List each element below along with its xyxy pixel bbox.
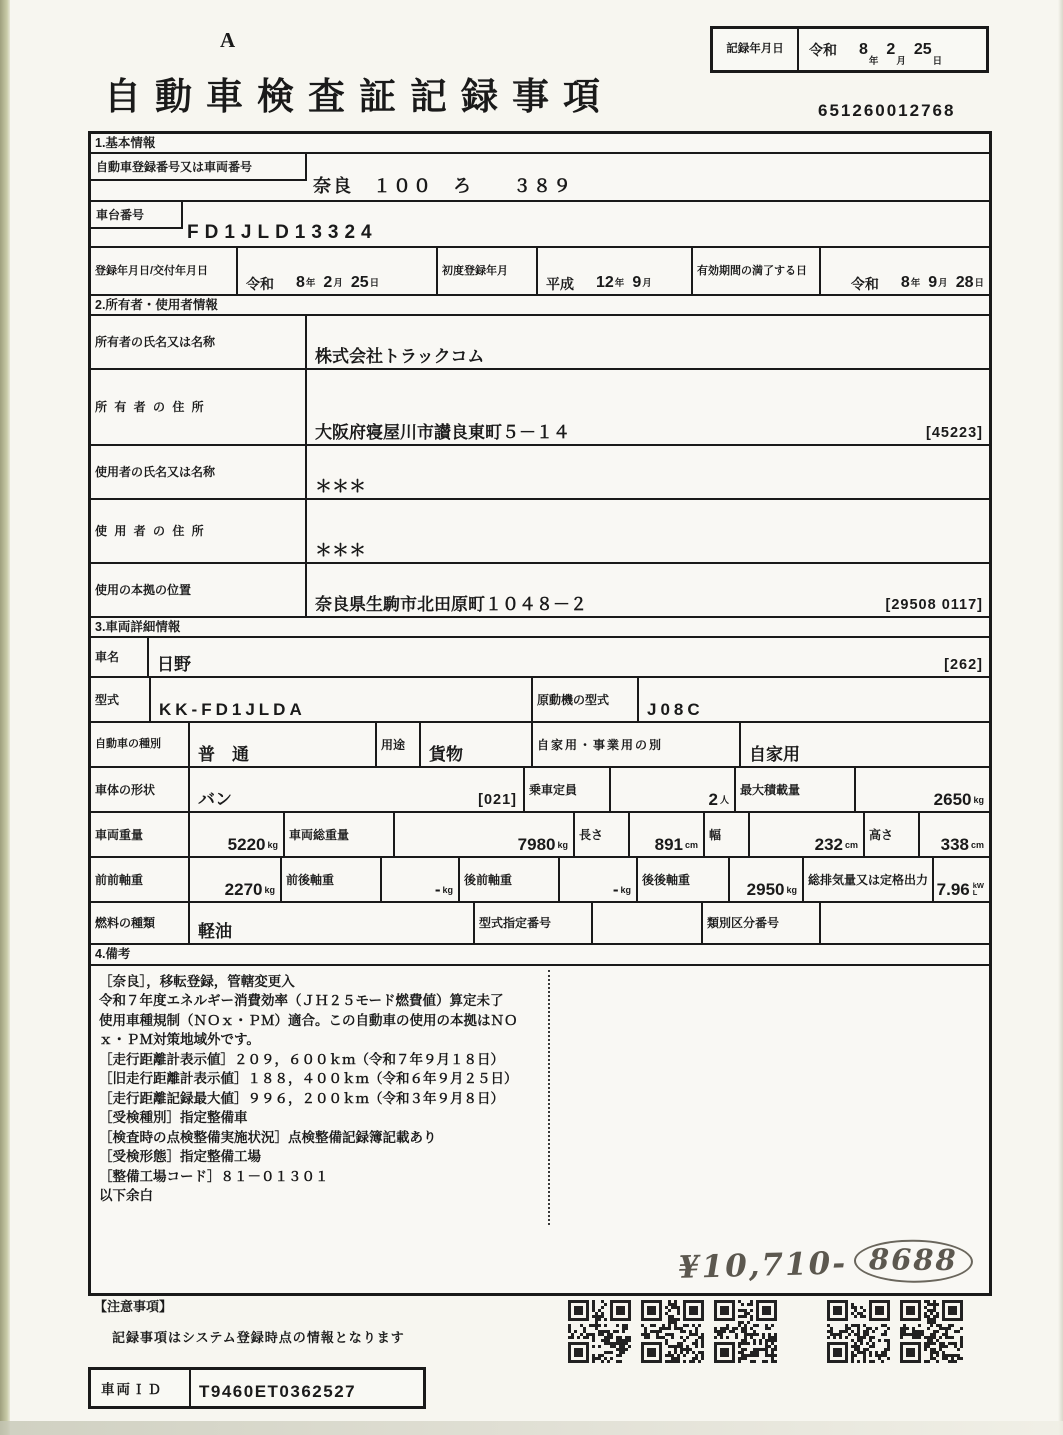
scan-edge-left xyxy=(0,0,10,1435)
category-row xyxy=(91,721,989,766)
owner-address-value: 大阪府寝屋川市讃良東町５－１４ [45223] xyxy=(305,370,989,444)
base-location-label: 使用の本拠の位置 xyxy=(95,583,192,598)
notice-heading: 【注意事項】 xyxy=(94,1299,173,1314)
registration-date-value: 令和 8 年 2 月 25 日 xyxy=(236,248,436,294)
weights-dimensions-row xyxy=(91,811,989,856)
category-value: 普 通 xyxy=(188,723,375,766)
seating-capacity-value: 2 人 xyxy=(609,768,734,811)
width-label: 幅 xyxy=(703,813,748,856)
fuel-row xyxy=(91,901,989,943)
expiry-date-value: 令和 8 年 9 月 28 日 xyxy=(819,248,989,294)
scan-edge-right xyxy=(1058,0,1063,1435)
fuel-type-value: 軽油 xyxy=(188,903,473,943)
axle-rear-rear-label: 後後軸重 xyxy=(636,858,728,901)
gross-weight-label: 車両総重量 xyxy=(283,813,393,856)
axle-front-front-value: 2270 kg xyxy=(188,858,280,901)
remark-line: ［奈良］，移転登録，管轄変更入 xyxy=(99,973,295,989)
first-registration-value: 平成 12 年 9 月 xyxy=(536,248,691,294)
registration-number-value: 奈良 １００ ろ ３８９ xyxy=(313,176,573,197)
chassis-number-value: FD1JLD13324 xyxy=(187,222,378,244)
qr-code xyxy=(641,1300,704,1363)
car-name-value: 日野 [262] xyxy=(147,638,989,676)
width-value: 232 cm xyxy=(748,813,863,856)
category-label: 自動車の種別 xyxy=(95,738,161,751)
remarks-text xyxy=(99,972,541,1206)
record-date-box xyxy=(710,26,989,73)
body-shape-row xyxy=(91,766,989,811)
axle-front-rear-label: 前後軸重 xyxy=(280,858,380,901)
vehicle-id-box xyxy=(88,1367,426,1409)
scan-edge-bottom xyxy=(0,1421,1063,1435)
body-shape-label: 車体の形状 xyxy=(95,782,156,797)
owner-address-row xyxy=(91,368,989,444)
engine-model-value: J08C xyxy=(637,678,989,721)
seating-capacity-label: 乗車定員 xyxy=(523,768,609,811)
class-number-label: 類別区分番号 xyxy=(701,903,819,943)
user-address-value: ＊＊＊ xyxy=(305,500,989,562)
base-location-value: 奈良県生駒市北田原町１０４８－２ [29508 0117] xyxy=(305,564,989,616)
user-address-row xyxy=(91,498,989,562)
body-shape-value: バン [021] xyxy=(188,768,523,811)
expiry-date-label: 有効期間の満了する日 xyxy=(691,248,819,294)
body-shape-code: [021] xyxy=(478,791,517,808)
registration-number-row xyxy=(91,152,989,200)
section1-heading: 1.基本情報 xyxy=(95,136,156,150)
user-name-row xyxy=(91,444,989,498)
page-corner-mark: A xyxy=(220,28,236,52)
ownership-type-value: 自家用 xyxy=(739,723,989,766)
handwritten-price xyxy=(678,1238,974,1289)
model-value: KK-FD1JLDA xyxy=(149,678,531,721)
main-table xyxy=(88,131,992,1296)
user-name-label: 使用者の氏名又は名称 xyxy=(95,465,216,480)
max-load-label: 最大積載量 xyxy=(734,768,854,811)
car-name-row xyxy=(91,636,989,676)
dates-row xyxy=(91,246,989,294)
page-title: 自動車検査証記録事項 xyxy=(104,76,614,117)
height-label: 高さ xyxy=(863,813,918,856)
gross-weight-value: 7980 kg xyxy=(393,813,573,856)
remark-line: ［整備工場コード］８１－０１３０１ xyxy=(99,1168,329,1184)
document-number: 651260012768 xyxy=(818,101,956,120)
max-load-value: 2650 kg xyxy=(854,768,989,811)
axle-front-rear-value: - kg xyxy=(380,858,458,901)
axle-rear-rear-value: 2950 kg xyxy=(728,858,802,901)
registration-date-label: 登録年月日/交付年月日 xyxy=(95,264,209,277)
displacement-label: 総排気量又は定格出力 xyxy=(802,858,932,901)
model-label: 型式 xyxy=(95,692,120,707)
height-value: 338 cm xyxy=(918,813,989,856)
displacement-unit: kW L xyxy=(972,881,984,898)
owner-name-row xyxy=(91,314,989,368)
record-date-value: 令和 8 年 2 月 25 日 xyxy=(809,40,943,67)
engine-model-label: 原動機の型式 xyxy=(531,678,637,721)
use-value: 貨物 xyxy=(419,723,531,766)
model-row xyxy=(91,676,989,721)
vehicle-id-label: 車両ＩＤ xyxy=(91,1370,191,1406)
class-number-value xyxy=(819,903,989,943)
vehicle-weight-value: 5220 kg xyxy=(188,813,283,856)
car-name-label: 車名 xyxy=(95,650,120,665)
user-name-value: ＊＊＊ xyxy=(305,446,989,498)
ownership-type-label: 自家用・事業用の別 xyxy=(531,723,739,766)
owner-name-label: 所有者の氏名又は名称 xyxy=(95,335,216,350)
owner-address-label: 所 有 者 の 住 所 xyxy=(95,400,206,415)
owner-address-code: [45223] xyxy=(926,424,983,441)
remark-line: ［受検種別］指定整備車 xyxy=(99,1110,248,1125)
displacement-value: 7.96 kW L xyxy=(932,858,989,901)
axle-rear-front-label: 後前軸重 xyxy=(458,858,558,901)
remark-line: ［走行距離記録最大値］９９６，２００ｋｍ（令和３年９月８日） xyxy=(99,1090,504,1106)
chassis-number-row xyxy=(91,200,989,246)
vehicle-id-value: T9460ET0362527 xyxy=(199,1382,357,1401)
fuel-type-label: 燃料の種類 xyxy=(95,916,156,931)
handwritten-circled-number: 8688 xyxy=(854,1239,973,1283)
remark-line: 令和７年度エネルギー消費効率（ＪＨ２５モード燃費値）算定未了 xyxy=(99,993,504,1008)
car-name-code: [262] xyxy=(944,656,983,673)
notice-text: 記録事項はシステム登録時点の情報となります xyxy=(112,1330,405,1345)
remarks-divider xyxy=(548,970,550,1225)
qr-code xyxy=(568,1300,631,1363)
remark-line: ［検査時の点検整備実施状況］点検整備記録簿記載あり xyxy=(99,1129,437,1145)
record-date-label: 記録年月日 xyxy=(713,29,799,70)
owner-name-value: 株式会社トラックコム xyxy=(305,316,989,368)
length-value: 891 cm xyxy=(628,813,703,856)
qr-code xyxy=(827,1300,890,1363)
qr-code xyxy=(900,1300,963,1363)
length-label: 長さ xyxy=(573,813,628,856)
first-registration-label: 初度登録年月 xyxy=(436,248,536,294)
chassis-number-label: 車台番号 xyxy=(91,202,183,229)
section4-heading: 4.備考 xyxy=(91,943,989,963)
remark-line: ［受検形態］指定整備工場 xyxy=(99,1149,261,1164)
remark-line: 以下余白 xyxy=(99,1188,153,1203)
axle-rear-front-value: - kg xyxy=(558,858,636,901)
remark-line: ［走行距離計表示値］２０９，６００ｋｍ（令和７年９月１８日） xyxy=(99,1051,504,1067)
base-location-row xyxy=(91,562,989,616)
user-address-label: 使 用 者 の 住 所 xyxy=(95,524,206,539)
handwritten-amount: ¥10,710- xyxy=(677,1244,848,1285)
axle-weights-row xyxy=(91,856,989,901)
remark-line: 使用車種規制（ＮＯｘ・ＰＭ）適合。この自動車の使用の本拠はＮＯｘ・ＰＭ対策地域外です。 xyxy=(99,1012,518,1047)
axle-front-front-label: 前前軸重 xyxy=(95,872,144,887)
section3-heading: 3.車両詳細情報 xyxy=(91,616,989,636)
vehicle-weight-label: 車両重量 xyxy=(95,827,144,842)
section2-heading: 2.所有者・使用者情報 xyxy=(91,294,989,314)
registration-number-label: 自動車登録番号又は車両番号 xyxy=(91,154,307,181)
qr-code xyxy=(714,1300,777,1363)
remarks-box xyxy=(91,964,989,1293)
base-location-code: [29508 0117] xyxy=(885,596,983,613)
use-label: 用途 xyxy=(375,723,419,766)
remark-line: ［旧走行距離計表示値］１８８，４００ｋｍ（令和６年９月２５日） xyxy=(99,1071,518,1086)
type-designation-label: 型式指定番号 xyxy=(473,903,591,943)
type-designation-value xyxy=(591,903,701,943)
